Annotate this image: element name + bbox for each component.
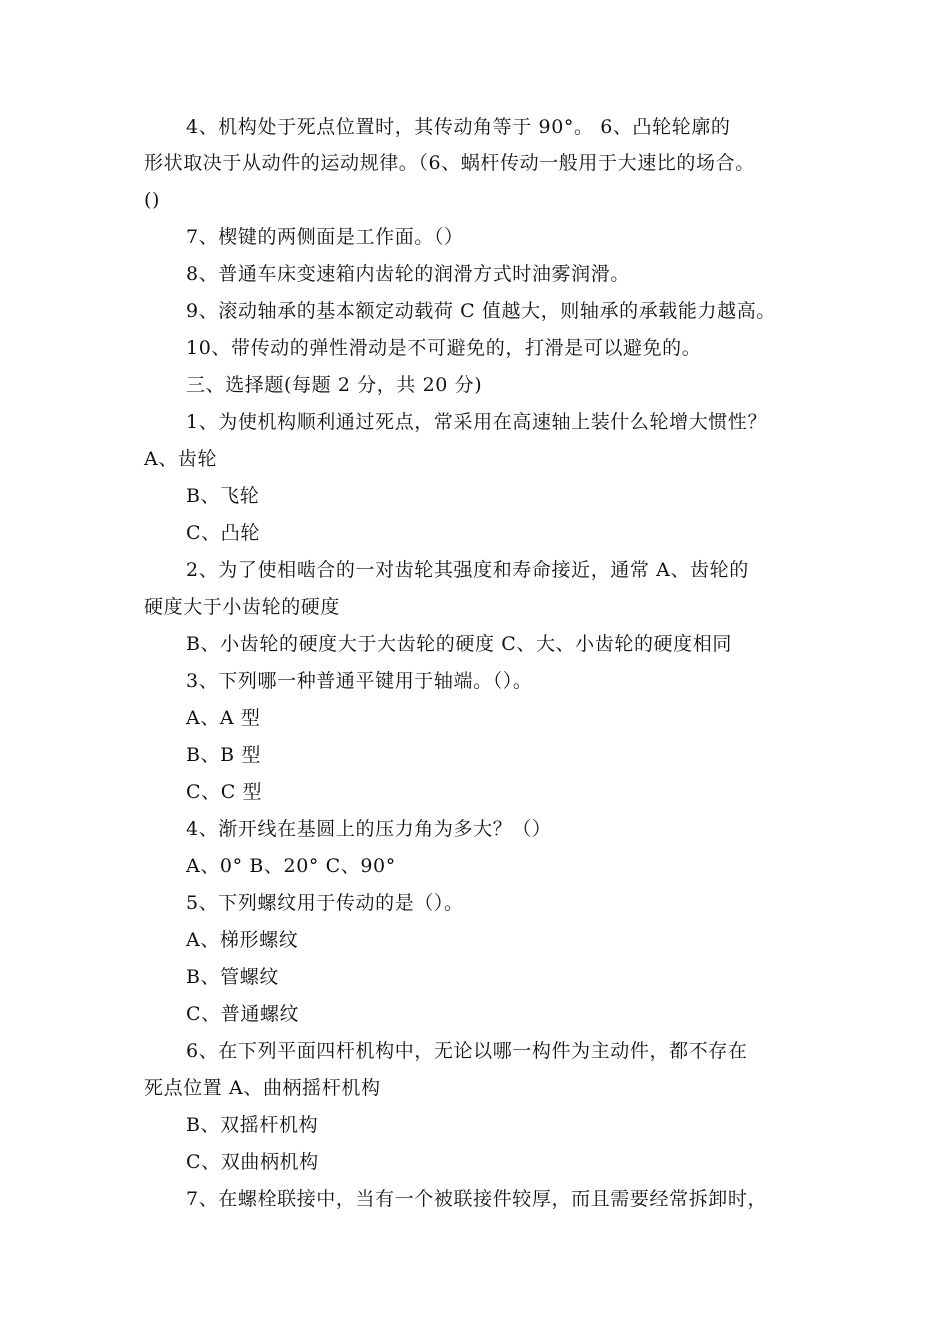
question-text: 1、为使机构顺利通过死点，常采用在高速轴上装什么轮增大惯性？ bbox=[186, 411, 768, 433]
answer-option: B、双摇杆机构 bbox=[186, 1114, 319, 1136]
text-line: 死点位置 A、曲柄摇杆机构 bbox=[144, 1077, 381, 1099]
answer-option: C、C 型 bbox=[186, 781, 263, 803]
text-line: 8、普通车床变速箱内齿轮的润滑方式时油雾润滑。 bbox=[186, 263, 630, 285]
text-line: 10、带传动的弹性滑动是不可避免的，打滑是可以避免的。 bbox=[186, 337, 702, 359]
question-text: 7、在螺栓联接中，当有一个被联接件较厚，而且需要经常拆卸时， bbox=[186, 1188, 768, 1210]
answer-option: B、管螺纹 bbox=[186, 966, 279, 988]
answer-option: B、小齿轮的硬度大于大齿轮的硬度 C、大、小齿轮的硬度相同 bbox=[186, 633, 732, 655]
question-text: 2、为了使相啮合的一对齿轮其强度和寿命接近，通常 A、齿轮的 bbox=[186, 559, 749, 581]
text-line: 形状取决于从动件的运动规律。（6、蜗杆传动一般用于大速比的场合。 bbox=[144, 152, 755, 174]
question-text: 6、在下列平面四杆机构中，无论以哪一构件为主动件，都不存在 bbox=[186, 1040, 748, 1062]
answer-option: C、普通螺纹 bbox=[186, 1003, 300, 1025]
answer-option: C、凸轮 bbox=[186, 522, 260, 544]
answer-option: A、A 型 bbox=[186, 707, 261, 729]
question-text: 5、下列螺纹用于传动的是（）。 bbox=[186, 892, 464, 914]
text-line: 7、楔键的两侧面是工作面。（） bbox=[186, 226, 464, 248]
question-text: 4、渐开线在基圆上的压力角为多大？（） bbox=[186, 818, 552, 840]
text-line: 4、机构处于死点位置时，其传动角等于 90°。 6、凸轮轮廓的 bbox=[186, 116, 731, 138]
answer-option: B、B 型 bbox=[186, 744, 261, 766]
text-line: () bbox=[144, 189, 161, 211]
text-line: 9、滚动轴承的基本额定动载荷 C 值越大，则轴承的承载能力越高。 bbox=[186, 300, 776, 322]
answer-option: B、飞轮 bbox=[186, 485, 260, 507]
answer-option: A、0° B、20° C、90° bbox=[186, 855, 396, 877]
answer-option: A、梯形螺纹 bbox=[186, 929, 299, 951]
text-line: 硬度大于小齿轮的硬度 bbox=[144, 596, 341, 618]
answer-option: C、双曲柄机构 bbox=[186, 1151, 319, 1173]
section-heading: 三、选择题(每题 2 分，共 20 分) bbox=[186, 374, 483, 396]
answer-option: A、齿轮 bbox=[144, 448, 218, 470]
question-text: 3、下列哪一种普通平键用于轴端。（）。 bbox=[186, 670, 533, 692]
